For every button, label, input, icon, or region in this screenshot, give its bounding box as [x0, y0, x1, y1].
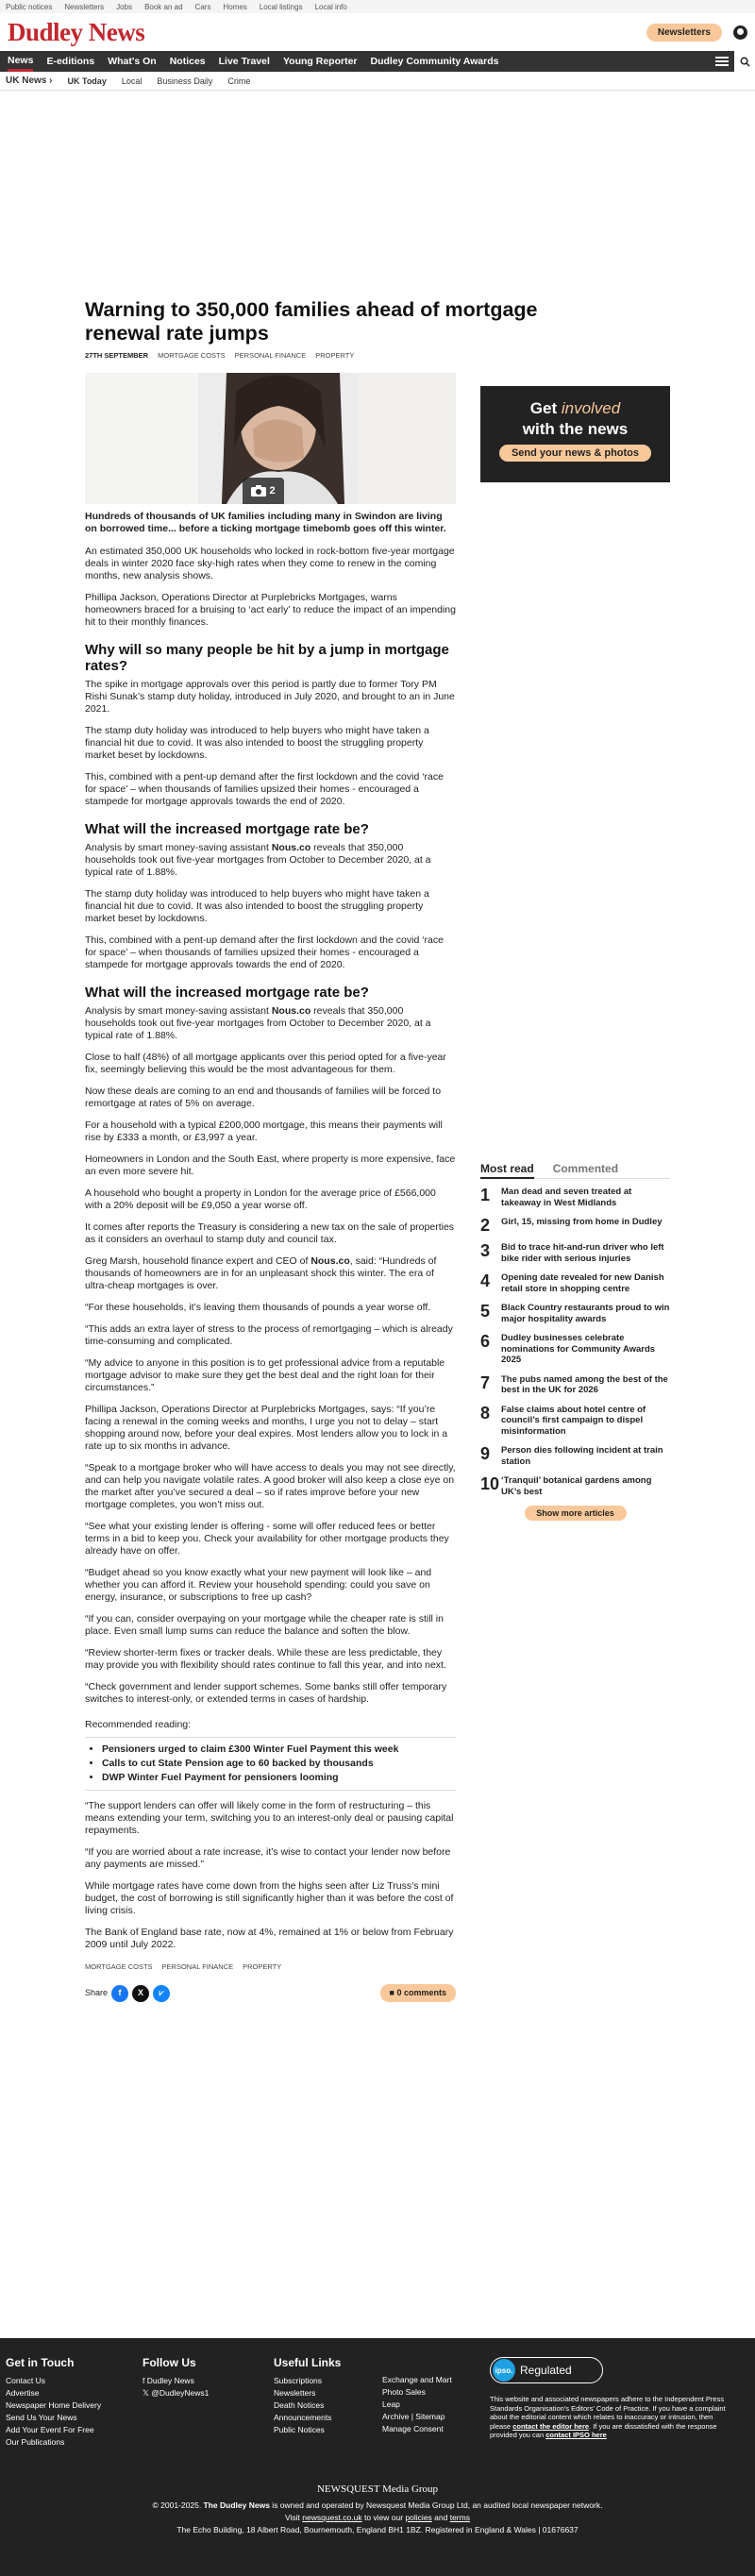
contact-editor-link[interactable]: contact the editor here — [512, 2421, 590, 2431]
tab-most-read[interactable]: Most read — [480, 1162, 534, 1179]
text: Analysis by smart money-saving assistant — [85, 842, 272, 853]
nav-news[interactable]: News — [8, 51, 33, 72]
text: . If you are dissatisfied with the response provided you can — [490, 2421, 717, 2439]
footer-link[interactable]: Advertise — [6, 2388, 40, 2398]
utility-link-jobs[interactable]: Jobs — [116, 2, 133, 11]
nav-live-travel[interactable]: Live Travel — [218, 56, 270, 67]
paragraph: Phillipa Jackson, Operations Director at Purplebricks Mortgages, says: “If you’re facing a renewal in the coming weeks and months, I urge you not to delay – start shopping around now, before your deal expires. Most lenders allow you to lock in a rate up to six months in advance. — [85, 1404, 448, 1452]
headline-link[interactable]: The pubs named among the best of the best in the UK for 2026 — [501, 1373, 668, 1395]
promo-involved: involved — [561, 399, 621, 417]
text: reveals that 350,000 households took out five-year mortgages from October to December 2020, at a typical rate of 1.88%. — [85, 1005, 431, 1041]
headline-link[interactable]: Bid to trace hit-and-run driver who left bike rider with serious injuries — [501, 1242, 664, 1264]
headline-link[interactable]: Dudley businesses celebrate nominations for Community Awards 2025 — [501, 1333, 656, 1365]
paragraph: “For these households, it’s leaving them thousands of pounds a year worse off. — [85, 1302, 431, 1313]
footer-link[interactable]: Send Us Your News — [6, 2413, 77, 2422]
text: © 2001-2025. — [152, 2500, 204, 2510]
paragraph: The spike in mortgage approvals over this period is partly due to former Tory PM Rishi Sunak’s stamp duty holiday, introduced in July 2020, and brought to an in June 2021. — [85, 679, 455, 715]
section-label: UK News — [6, 76, 47, 86]
utility-link-public-notices[interactable]: Public notices — [6, 2, 53, 11]
paragraph: The Bank of England base rate, now at 4%, remained at 1% or below from February 2009 until July 2022. — [85, 1927, 454, 1950]
promo-heading — [480, 399, 670, 418]
rank-number: 10 — [480, 1474, 500, 1493]
rank-number: 9 — [480, 1444, 491, 1463]
tag-link[interactable]: MORTGAGE COSTS — [85, 1962, 153, 1971]
rank-number: 6 — [480, 1332, 491, 1351]
paragraph: The stamp duty holiday was introduced to help buyers who might have taken a financial hit due to covid. It was also intended to boost the struggling property market beset by lockdowns. — [85, 725, 429, 761]
main-nav — [0, 51, 755, 72]
ipso-label: Regulated — [520, 2364, 572, 2377]
paragraph: “If you are worried about a rate increase, it’s wise to contact your lender now before any payments are missed.” — [85, 1846, 451, 1870]
recommended-list — [85, 1737, 456, 1791]
paragraph: “Speak to a mortgage broker who will have access to deals you may not see directly, and can help you navigate volatile rates. A good broker will also keep a close eye on the market after you’ve secured a deal – so if rates improve before your new mortgage completes, you won’t miss out. — [85, 1462, 456, 1510]
footer-link[interactable]: Archive | Sitemap — [382, 2412, 445, 2421]
terms-link[interactable]: terms — [449, 2513, 470, 2522]
paragraph: “Review shorter-term fixes or tracker deals. While these are less predictable, they may provide you with flexibility should rates continue to fall this year, and into next. — [85, 1647, 446, 1671]
tag-link[interactable]: PERSONAL FINANCE — [234, 351, 307, 360]
footer-bottom — [0, 2483, 755, 2536]
nav-e-editions[interactable]: E-editions — [46, 56, 95, 67]
newsletters-button[interactable]: Newsletters — [646, 24, 722, 42]
text: and — [431, 2513, 450, 2522]
text: is owned and operated by Newsquest Media Group Ltd, an audited local newspaper network. — [269, 2500, 603, 2510]
paragraph: “Budget ahead so you know exactly what your new payment will look like – and whether you can afford it. Review your household spending: could you save on energy, insurance, or subscriptions to free up cash? — [85, 1567, 432, 1603]
rank-number: 8 — [480, 1403, 491, 1423]
footer-heading: Useful Links — [274, 2356, 342, 2369]
paragraph: For a household with a typical £200,000 mortgage, this means their payments will rise by £333 a month, or £3,997 a year. — [85, 1120, 443, 1143]
text: The Dudley News — [203, 2500, 270, 2510]
list-item[interactable] — [480, 1445, 670, 1467]
footer-link[interactable]: Newspaper Home Delivery — [6, 2400, 102, 2410]
hero-image[interactable] — [85, 373, 456, 504]
utility-link-local-listings[interactable]: Local listings — [259, 2, 303, 11]
photo-count-badge[interactable] — [243, 478, 284, 504]
headline-link[interactable]: Black Country restaurants proud to win major hospitality awards — [501, 1303, 670, 1324]
paragraph: This, combined with a pent-up demand after the first lockdown and the covid ‘race for space’ – when thousands of families upsized their homes - encouraged a stampede for mortgage approvals towards the end of 2020. — [85, 934, 444, 970]
menu-icon[interactable] — [710, 51, 734, 72]
search-icon[interactable] — [734, 51, 755, 72]
rank-number: 2 — [480, 1216, 491, 1235]
footer-link[interactable]: Exchange and Mart — [382, 2375, 452, 2384]
headline-link[interactable]: Girl, 15, missing from home in Dudley — [501, 1217, 663, 1227]
registered-address: The Echo Building, 18 Albert Road, Bournemouth, England BH1 1BZ. Registered in England & Wales | 01676637 — [176, 2525, 579, 2534]
footer-link[interactable]: Add Your Event For Free — [6, 2425, 94, 2434]
paragraph: “The support lenders can offer will likely come in the form of restructuring – this means extending your term, switching you to an interest-only deal or pausing capital repayments. — [85, 1800, 454, 1836]
text: to view our — [361, 2513, 406, 2522]
tag-link[interactable]: PROPERTY — [243, 1962, 282, 1971]
comments-button[interactable] — [380, 1984, 456, 2002]
text: Analysis by smart money-saving assistant — [85, 1005, 272, 1017]
x-icon: 𝕏 — [143, 2388, 149, 2398]
article-lead: Hundreds of thousands of UK families including many in Swindon are living on borrowed time... before a ticking mortgage timebomb goes off this winter. — [85, 511, 446, 534]
paragraph — [85, 1255, 456, 1292]
section-uk-news[interactable] — [6, 76, 52, 86]
masthead — [0, 13, 755, 51]
footer-link[interactable]: Leap — [382, 2399, 400, 2409]
text: reveals that 350,000 households took out five-year mortgages from October to December 2020, at a typical rate of 1.88%. — [85, 842, 431, 878]
nav-young-reporter[interactable]: Young Reporter — [282, 56, 358, 67]
footer-col-useful — [274, 2356, 341, 2436]
contact-ipso-link[interactable]: contact IPSO here — [545, 2431, 607, 2439]
paragraph: Phillipa Jackson, Operations Director at Purplebricks Mortgages, warns homeowners braced for a bruising to ‘act early’ to reduce the impact of an impending hit to their monthly finances. — [85, 592, 456, 628]
visit-line — [0, 2512, 755, 2524]
paragraph: Close to half (48%) of all mortgage applicants over this period opted for a five-year fix, seemingly believing this would be the most advantageous for them. — [85, 1052, 446, 1075]
site-logo[interactable]: Dudley News — [8, 17, 145, 46]
newsquest-logo: NEWSQUEST Media Group — [316, 2483, 439, 2495]
paragraph: A household who bought a property in London for the average price of £566,000 with a 20% deposit will be £9,050 a year worse off. — [85, 1187, 436, 1211]
footer-link[interactable]: Newsletters — [274, 2388, 316, 2398]
footer-link-label: Dudley News — [146, 2376, 194, 2385]
paragraph: Homeowners in London and the South East, where property is more expensive, face an even more severe hit. — [85, 1153, 456, 1177]
nav-notices[interactable]: Notices — [169, 56, 206, 67]
headline-link[interactable]: Opening date revealed for new Danish retail store in shopping centre — [501, 1272, 664, 1294]
footer-col-more — [382, 2374, 452, 2435]
list-item[interactable] — [480, 1217, 670, 1234]
list-item[interactable] — [480, 1272, 670, 1294]
list-item[interactable] — [480, 1374, 670, 1396]
text: This website and associated newspapers adhere to the Independent Press Standards Organisation's Editors' Code of Practice. If you have a complaint about the editorial content which relates to inaccuracy or intrusion, then please — [490, 2395, 726, 2431]
paragraph: Now these deals are coming to an end and thousands of families will be forced to remortgage at rates of 5% on average. — [85, 1086, 442, 1109]
paragraph: “Check government and lender support schemes. Some banks still offer temporary switches to interest-only, or extended terms in cases of hardship. — [85, 1681, 447, 1705]
ipso-logo: ipso. — [493, 2359, 515, 2382]
footer-col-contact — [6, 2356, 101, 2449]
paragraph — [85, 1005, 456, 1042]
recommended-link[interactable]: • Pensioners urged to claim £300 Winter Fuel Payment this week — [102, 1743, 456, 1757]
article-meta — [85, 351, 354, 360]
article-date: 27TH SEPTEMBER — [85, 351, 149, 360]
subnav-local[interactable]: Local — [121, 76, 143, 86]
ipso-badge[interactable] — [490, 2357, 603, 2383]
footer-link[interactable]: Contact Us — [6, 2376, 46, 2385]
text: Greg Marsh, household finance expert and CEO of — [85, 1255, 311, 1267]
headline-link[interactable]: ‘Tranquil’ botanical gardens among UK’s best — [501, 1475, 652, 1497]
account-icon[interactable] — [733, 25, 747, 40]
paragraph: “This adds an extra layer of stress to the process of remortgaging – which is already time-consuming and complicated. — [85, 1323, 453, 1347]
show-more-button[interactable]: Show more articles — [525, 1506, 627, 1521]
footer-link[interactable] — [143, 2387, 209, 2399]
headline-link[interactable]: False claims about hotel centre of council’s first campaign to dispel misinformation — [501, 1404, 646, 1437]
copyright — [0, 2500, 755, 2512]
rank-number: 1 — [480, 1186, 491, 1204]
rank-number: 4 — [480, 1271, 491, 1290]
subnav-business-daily[interactable]: Business Daily — [157, 76, 213, 86]
rank-number: 7 — [480, 1372, 491, 1392]
most-read-list — [480, 1187, 670, 1497]
nav-community-awards[interactable]: Dudley Community Awards — [370, 56, 499, 67]
list-item[interactable] — [480, 1303, 670, 1324]
paragraph: The stamp duty holiday was introduced to help buyers who might have taken a financial hit due to covid. It was also intended to boost the struggling property market beset by lockdowns. — [85, 888, 429, 924]
recommended-title: Recommended reading: — [85, 1719, 192, 1730]
tag-link[interactable]: PERSONAL FINANCE — [161, 1962, 234, 1971]
nous-link[interactable]: Nous.co — [271, 1005, 311, 1017]
recommended-link[interactable]: • Calls to cut State Pension age to 60 backed by thousands — [102, 1757, 456, 1771]
camera-icon — [251, 485, 266, 497]
paragraph: It comes after reports the Treasury is considering a new tax on the sale of properties as it considers an overhaul to stamp duty and council tax. — [85, 1221, 455, 1245]
share-bar — [85, 1984, 456, 2002]
list-item[interactable] — [480, 1187, 670, 1208]
footer-link[interactable]: Public Notices — [274, 2425, 325, 2434]
text: Visit — [285, 2513, 303, 2522]
article-body — [85, 511, 456, 2002]
sub-nav — [0, 72, 755, 91]
article-tags-bottom — [85, 1961, 456, 1973]
footer-heading: Follow Us — [143, 2356, 196, 2369]
footer-col-follow — [143, 2356, 209, 2399]
most-read-panel — [480, 1162, 670, 1521]
x-icon[interactable]: X — [132, 1985, 149, 2002]
paragraph — [85, 842, 456, 879]
chevron-right-icon: › — [49, 76, 53, 86]
footer-link[interactable]: Photo Sales — [382, 2387, 426, 2397]
bluesky-icon[interactable]: ⩗ — [153, 1985, 170, 2002]
promo-get: Get — [529, 399, 558, 417]
tag-link[interactable]: MORTGAGE COSTS — [158, 351, 226, 360]
list-item[interactable] — [480, 1242, 670, 1264]
subheading: What will the increased mortgage rate be? — [85, 985, 369, 1001]
footer-link[interactable]: Announcements — [274, 2413, 332, 2422]
subheading: What will the increased mortgage rate be? — [85, 821, 369, 837]
facebook-icon: f — [143, 2376, 145, 2385]
headline-link[interactable]: Man dead and seven treated at takeaway in West Midlands — [501, 1187, 632, 1208]
ipso-statement — [490, 2395, 726, 2440]
nous-link[interactable]: Nous.co — [310, 1255, 350, 1267]
headline-link[interactable]: Person dies following incident at train station — [501, 1445, 663, 1467]
paragraph: This, combined with a pent-up demand after the first lockdown and the covid ‘race for space’ – when thousands of families upsized their homes - encouraged a stampede for mortgage approvals towards the end of 2020. — [85, 771, 444, 807]
footer-link[interactable]: Manage Consent — [382, 2424, 444, 2433]
facebook-icon[interactable]: f — [111, 1985, 128, 2002]
send-news-button[interactable]: Send your news & photos — [499, 445, 651, 462]
tab-commented[interactable]: Commented — [552, 1162, 619, 1175]
text: , said: “Hundreds of thousands of homeowners are in for an unpleasant shock this winter. The era of ultra-cheap mortgages is over. — [85, 1255, 437, 1291]
photo-count: 2 — [269, 485, 276, 497]
paragraph: “If you can, consider overpaying on your mortgage while the cheaper rate is still in place. Even small lump sums can reduce the balance and soften the blow. — [85, 1613, 444, 1637]
article-title: Warning to 350,000 families ahead of mortgage renewal rate jumps — [85, 298, 538, 345]
list-item[interactable] — [480, 1405, 670, 1438]
subnav-uk-today[interactable]: UK Today — [67, 76, 107, 86]
list-item[interactable] — [480, 1333, 670, 1366]
promo-subheading: with the news — [522, 420, 629, 438]
paragraph: While mortgage rates have come down from the highs seen after Liz Truss’s mini budget, the cost of borrowing is still significantly higher than it was before the cost of living crisis. — [85, 1880, 454, 1916]
utility-link-homes[interactable]: Homes — [223, 2, 247, 11]
subnav-crime[interactable]: Crime — [227, 76, 251, 86]
footer-link[interactable]: Our Publications — [6, 2437, 65, 2447]
comment-icon: ■ — [389, 1988, 394, 1997]
tag-link[interactable]: PROPERTY — [315, 351, 355, 360]
footer-link[interactable] — [143, 2375, 209, 2387]
utility-bar — [0, 0, 755, 13]
utility-link-local-info[interactable]: Local info — [314, 2, 347, 11]
rank-number: 5 — [480, 1302, 491, 1321]
nous-link[interactable]: Nous.co — [271, 842, 311, 853]
recommended-link[interactable]: • DWP Winter Fuel Payment for pensioners looming — [102, 1771, 456, 1785]
paragraph: An estimated 350,000 UK households who locked in rock-bottom five-year mortgage deals in winter 2020 face sky-high rates when they come to renew in the coming months, new analysis shows. — [85, 546, 455, 581]
utility-link-newsletters[interactable]: Newsletters — [64, 2, 105, 11]
footer-link-label: @DudleyNews1 — [151, 2388, 210, 2398]
footer-link[interactable]: Subscriptions — [274, 2376, 323, 2385]
get-involved-promo — [480, 386, 670, 482]
comments-label: 0 comments — [396, 1988, 446, 1997]
footer-heading: Get in Touch — [6, 2356, 75, 2369]
site-footer — [0, 2338, 755, 2576]
footer-link[interactable]: Death Notices — [274, 2400, 325, 2410]
nav-whats-on[interactable]: What's On — [108, 56, 157, 67]
utility-link-book-an-ad[interactable]: Book an ad — [144, 2, 183, 11]
list-item[interactable] — [480, 1475, 670, 1497]
paragraph: “My advice to anyone in this position is to get professional advice from a reputable mortgage advisor to make sure they get the best deal and the right loan for their circumstances.” — [85, 1357, 445, 1393]
policies-link[interactable]: policies — [405, 2513, 432, 2522]
newsquest-link[interactable]: newsquest.co.uk — [302, 2513, 362, 2522]
utility-link-cars[interactable]: Cars — [194, 2, 211, 11]
share-label: Share — [85, 1988, 109, 1997]
paragraph: “See what your existing lender is offering - some will offer reduced fees or better terms in a bid to keep you. Check your availability for other mortgage products they already have on offer. — [85, 1521, 449, 1557]
subheading: Why will so many people be hit by a jump in mortgage rates? — [85, 642, 449, 674]
rank-number: 3 — [480, 1241, 491, 1260]
